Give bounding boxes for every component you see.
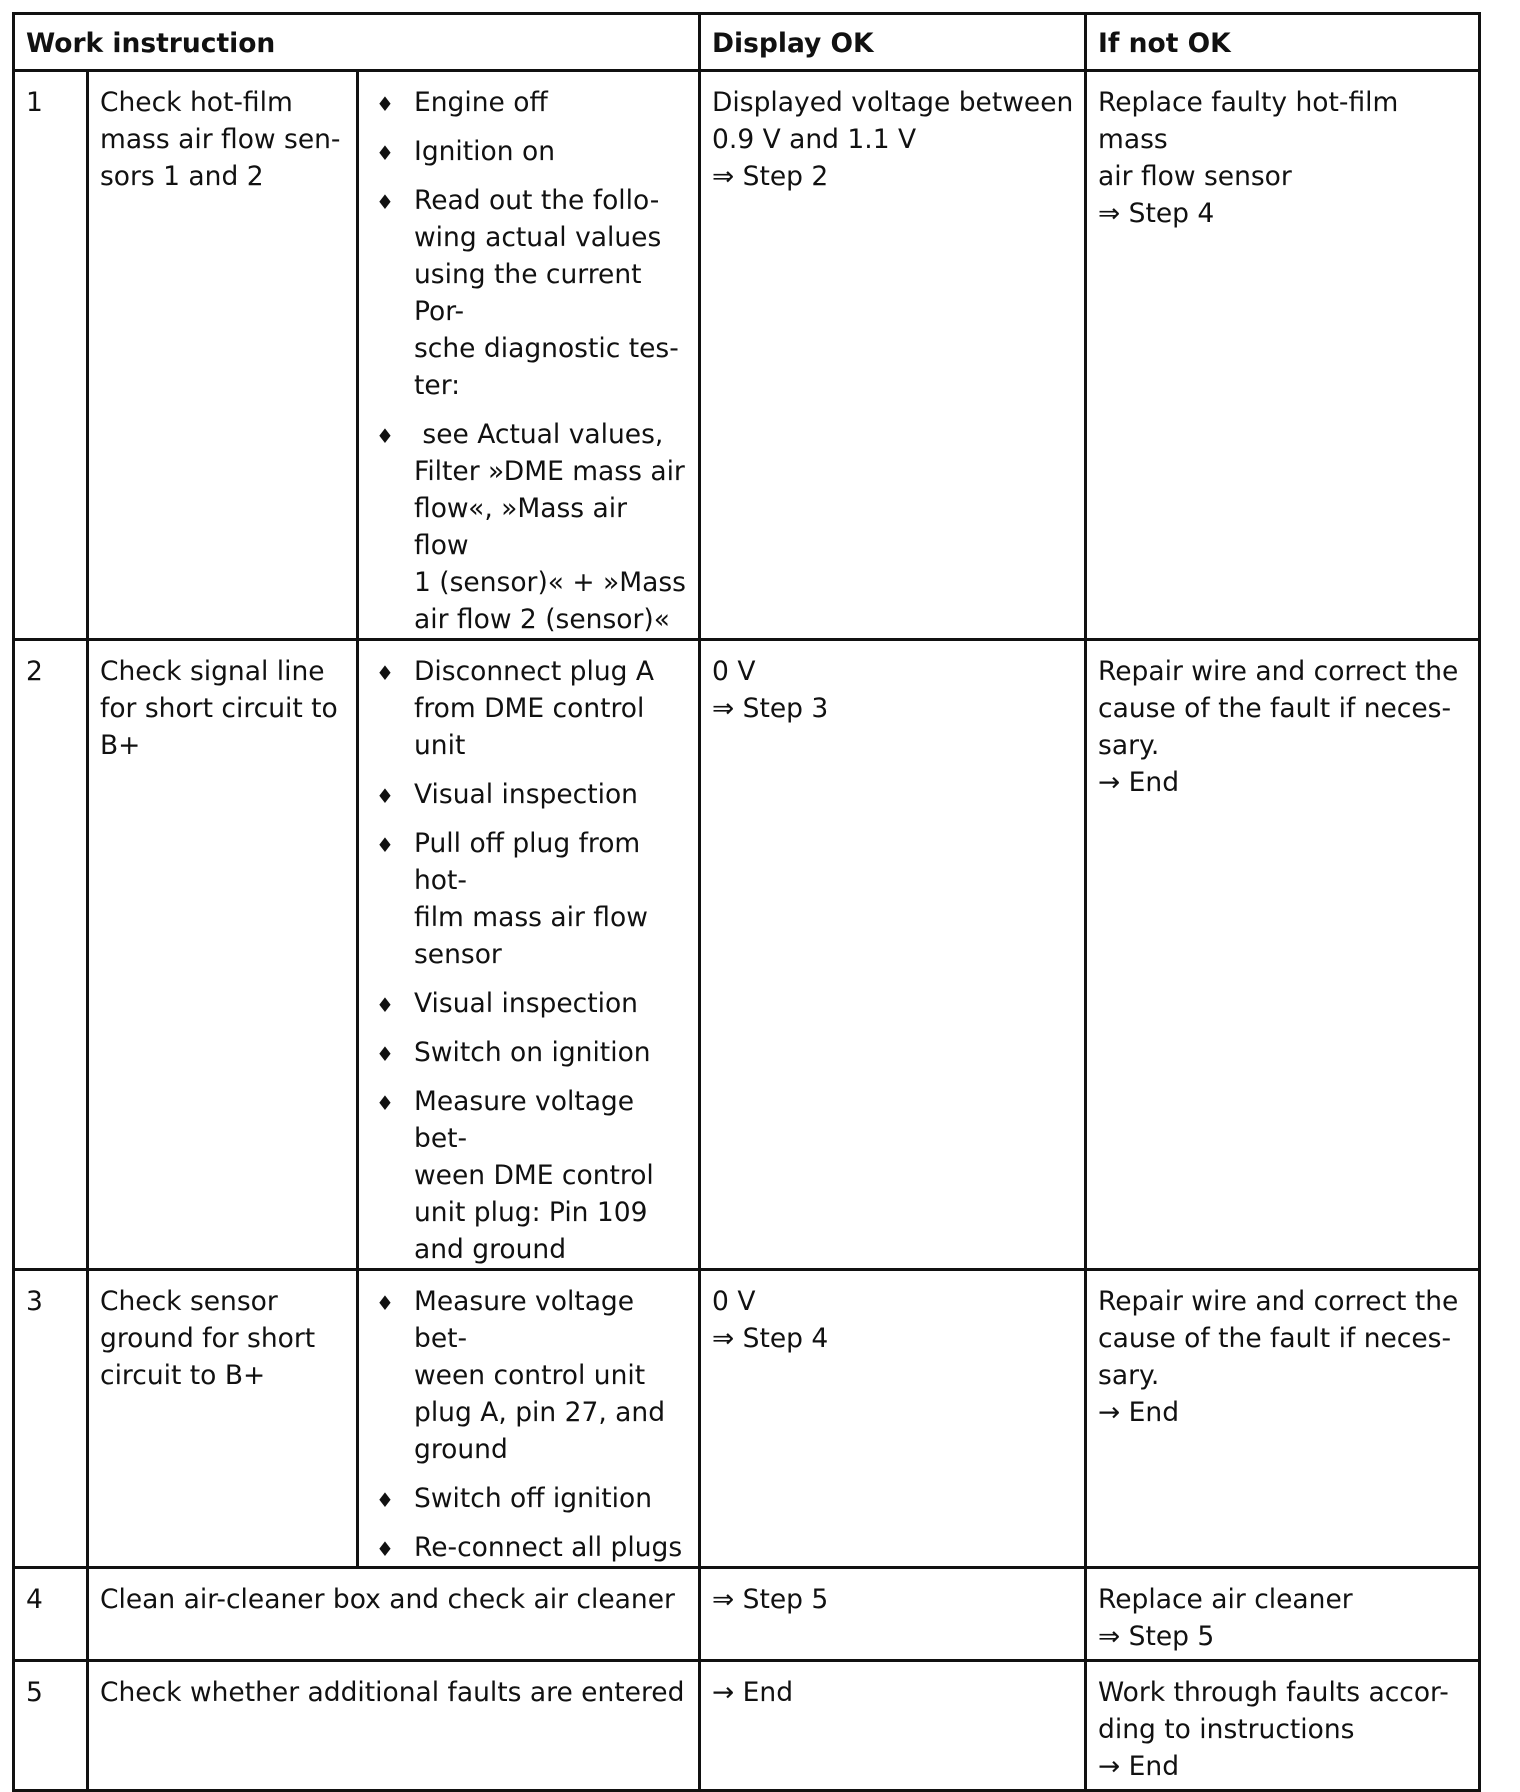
action-line: Engine off [414, 87, 548, 118]
list-item [370, 1034, 688, 1071]
table-row [14, 1568, 1480, 1661]
if-not-ok-line: Work through faults accor- [1098, 1677, 1449, 1708]
if-not-ok-line: Repair wire and correct the [1098, 1286, 1459, 1317]
if-not-ok-line: sary. [1098, 1360, 1160, 1391]
step-title [88, 71, 358, 640]
action-line: using the current Por- [414, 259, 642, 327]
step-number: 2 [14, 640, 88, 1270]
list-item [370, 182, 688, 404]
action-line: ween control unit [414, 1360, 646, 1391]
action-line: Disconnect plug A [414, 656, 654, 687]
if-not-ok-cell [1086, 640, 1480, 1270]
if-not-ok-line: ⇒ Step 4 [1098, 198, 1215, 229]
action-line: ter: [414, 370, 461, 401]
if-not-ok-line: Repair wire and correct the [1098, 656, 1459, 687]
action-line: wing actual values [414, 222, 662, 253]
action-line: sensor [414, 939, 502, 970]
display-ok-cell [700, 1270, 1086, 1568]
step-actions [358, 1270, 700, 1568]
action-line: sche diagnostic tes- [414, 333, 679, 364]
list-item [370, 776, 688, 813]
if-not-ok-line: → End [1098, 767, 1180, 798]
list-item [370, 84, 688, 121]
step-number: 5 [14, 1661, 88, 1791]
if-not-ok-line: sary. [1098, 730, 1160, 761]
work-instruction-table-container [12, 12, 1478, 1782]
step-title [88, 640, 358, 1270]
diamond-bullet-icon: ♦ [376, 141, 394, 165]
table-row [14, 640, 1480, 1270]
display-ok-line: 0.9 V and 1.1 V [712, 124, 917, 155]
diamond-bullet-icon: ♦ [376, 190, 394, 214]
list-item [370, 1529, 688, 1566]
action-line: Visual inspection [414, 779, 638, 810]
display-ok-cell [700, 1661, 1086, 1791]
step-instruction: Check whether additional faults are entered [88, 1661, 700, 1791]
table-row [14, 1661, 1480, 1791]
action-line: Switch on ignition [414, 1037, 651, 1068]
action-line: and ground [414, 1234, 567, 1265]
title-line: Check sensor [100, 1286, 278, 1317]
action-line: Ignition on [414, 136, 555, 167]
action-line: Filter »DME mass air [414, 456, 685, 487]
step-instruction: Clean air-cleaner box and check air cleaner [88, 1568, 700, 1661]
if-not-ok-line: ding to instructions [1098, 1714, 1355, 1745]
if-not-ok-line: air flow sensor [1098, 161, 1292, 192]
list-item [370, 985, 688, 1022]
table-row [14, 1270, 1480, 1568]
action-line: see Actual values, [414, 419, 664, 450]
diamond-bullet-icon: ♦ [376, 661, 394, 685]
display-ok-cell [700, 71, 1086, 640]
diamond-bullet-icon: ♦ [376, 1091, 394, 1115]
if-not-ok-line: → End [1098, 1397, 1180, 1428]
display-ok-line: 0 V [712, 1286, 756, 1317]
list-item [370, 825, 688, 973]
action-line: Re-connect all plugs [414, 1532, 683, 1563]
if-not-ok-cell [1086, 1661, 1480, 1791]
list-item [370, 1283, 688, 1468]
step-title [88, 1270, 358, 1568]
action-line: Measure voltage bet- [414, 1086, 635, 1154]
action-list [370, 1283, 688, 1566]
header-if-not-ok: If not OK [1086, 14, 1480, 71]
action-line: Read out the follo- [414, 185, 660, 216]
step-number: 1 [14, 71, 88, 640]
action-line: Measure voltage bet- [414, 1286, 635, 1354]
title-line: mass air flow sen- [100, 124, 341, 155]
action-line: ween DME control [414, 1160, 654, 1191]
action-line: flow«, »Mass air flow [414, 493, 628, 561]
action-line: film mass air flow [414, 902, 648, 933]
action-line: air flow 2 (sensor)« [414, 604, 670, 635]
diamond-bullet-icon: ♦ [376, 833, 394, 857]
list-item [370, 653, 688, 764]
if-not-ok-cell [1086, 1270, 1480, 1568]
action-line: Visual inspection [414, 988, 638, 1019]
step-number: 3 [14, 1270, 88, 1568]
step-actions [358, 640, 700, 1270]
if-not-ok-cell [1086, 71, 1480, 640]
action-line: Pull off plug from hot- [414, 828, 641, 896]
action-line: 1 (sensor)« + »Mass [414, 567, 686, 598]
header-row [14, 14, 1480, 71]
if-not-ok-line: → End [1098, 1751, 1180, 1782]
display-ok-line: Displayed voltage between [712, 87, 1074, 118]
work-instruction-table [12, 12, 1481, 1792]
diamond-bullet-icon: ♦ [376, 1488, 394, 1512]
if-not-ok-line: cause of the fault if neces- [1098, 693, 1452, 724]
action-list [370, 84, 688, 638]
step-number: 4 [14, 1568, 88, 1661]
display-ok-line: → End [712, 1677, 794, 1708]
diamond-bullet-icon: ♦ [376, 1537, 394, 1561]
display-ok-line: ⇒ Step 5 [712, 1584, 829, 1615]
display-ok-line: 0 V [712, 656, 756, 687]
table-row [14, 71, 1480, 640]
title-line: circuit to B+ [100, 1360, 266, 1391]
title-line: sors 1 and 2 [100, 161, 264, 192]
diamond-bullet-icon: ♦ [376, 92, 394, 116]
if-not-ok-line: cause of the fault if neces- [1098, 1323, 1452, 1354]
diamond-bullet-icon: ♦ [376, 784, 394, 808]
if-not-ok-cell [1086, 1568, 1480, 1661]
diamond-bullet-icon: ♦ [376, 1042, 394, 1066]
action-line: unit plug: Pin 109 [414, 1197, 648, 1228]
if-not-ok-line: Replace air cleaner [1098, 1584, 1353, 1615]
diamond-bullet-icon: ♦ [376, 993, 394, 1017]
action-line: Switch off ignition [414, 1483, 653, 1514]
action-line: plug A, pin 27, and [414, 1397, 666, 1428]
display-ok-line: ⇒ Step 4 [712, 1323, 829, 1354]
display-ok-line: ⇒ Step 3 [712, 693, 829, 724]
if-not-ok-line: ⇒ Step 5 [1098, 1621, 1215, 1652]
action-line: ground [414, 1434, 508, 1465]
list-item [370, 133, 688, 170]
title-line: for short circuit to [100, 693, 338, 724]
display-ok-cell [700, 1568, 1086, 1661]
title-line: Check signal line [100, 656, 325, 687]
display-ok-cell [700, 640, 1086, 1270]
list-item [370, 416, 688, 638]
if-not-ok-line: Replace faulty hot-film mass [1098, 87, 1399, 155]
title-line: Check hot-film [100, 87, 293, 118]
diamond-bullet-icon: ♦ [376, 424, 394, 448]
action-list [370, 653, 688, 1268]
header-display-ok: Display OK [700, 14, 1086, 71]
step-actions [358, 71, 700, 640]
list-item [370, 1083, 688, 1268]
diamond-bullet-icon: ♦ [376, 1291, 394, 1315]
action-line: from DME control unit [414, 693, 645, 761]
title-line: ground for short [100, 1323, 316, 1354]
header-work-instruction: Work instruction [14, 14, 700, 71]
list-item [370, 1480, 688, 1517]
title-line: B+ [100, 730, 141, 761]
display-ok-line: ⇒ Step 2 [712, 161, 829, 192]
